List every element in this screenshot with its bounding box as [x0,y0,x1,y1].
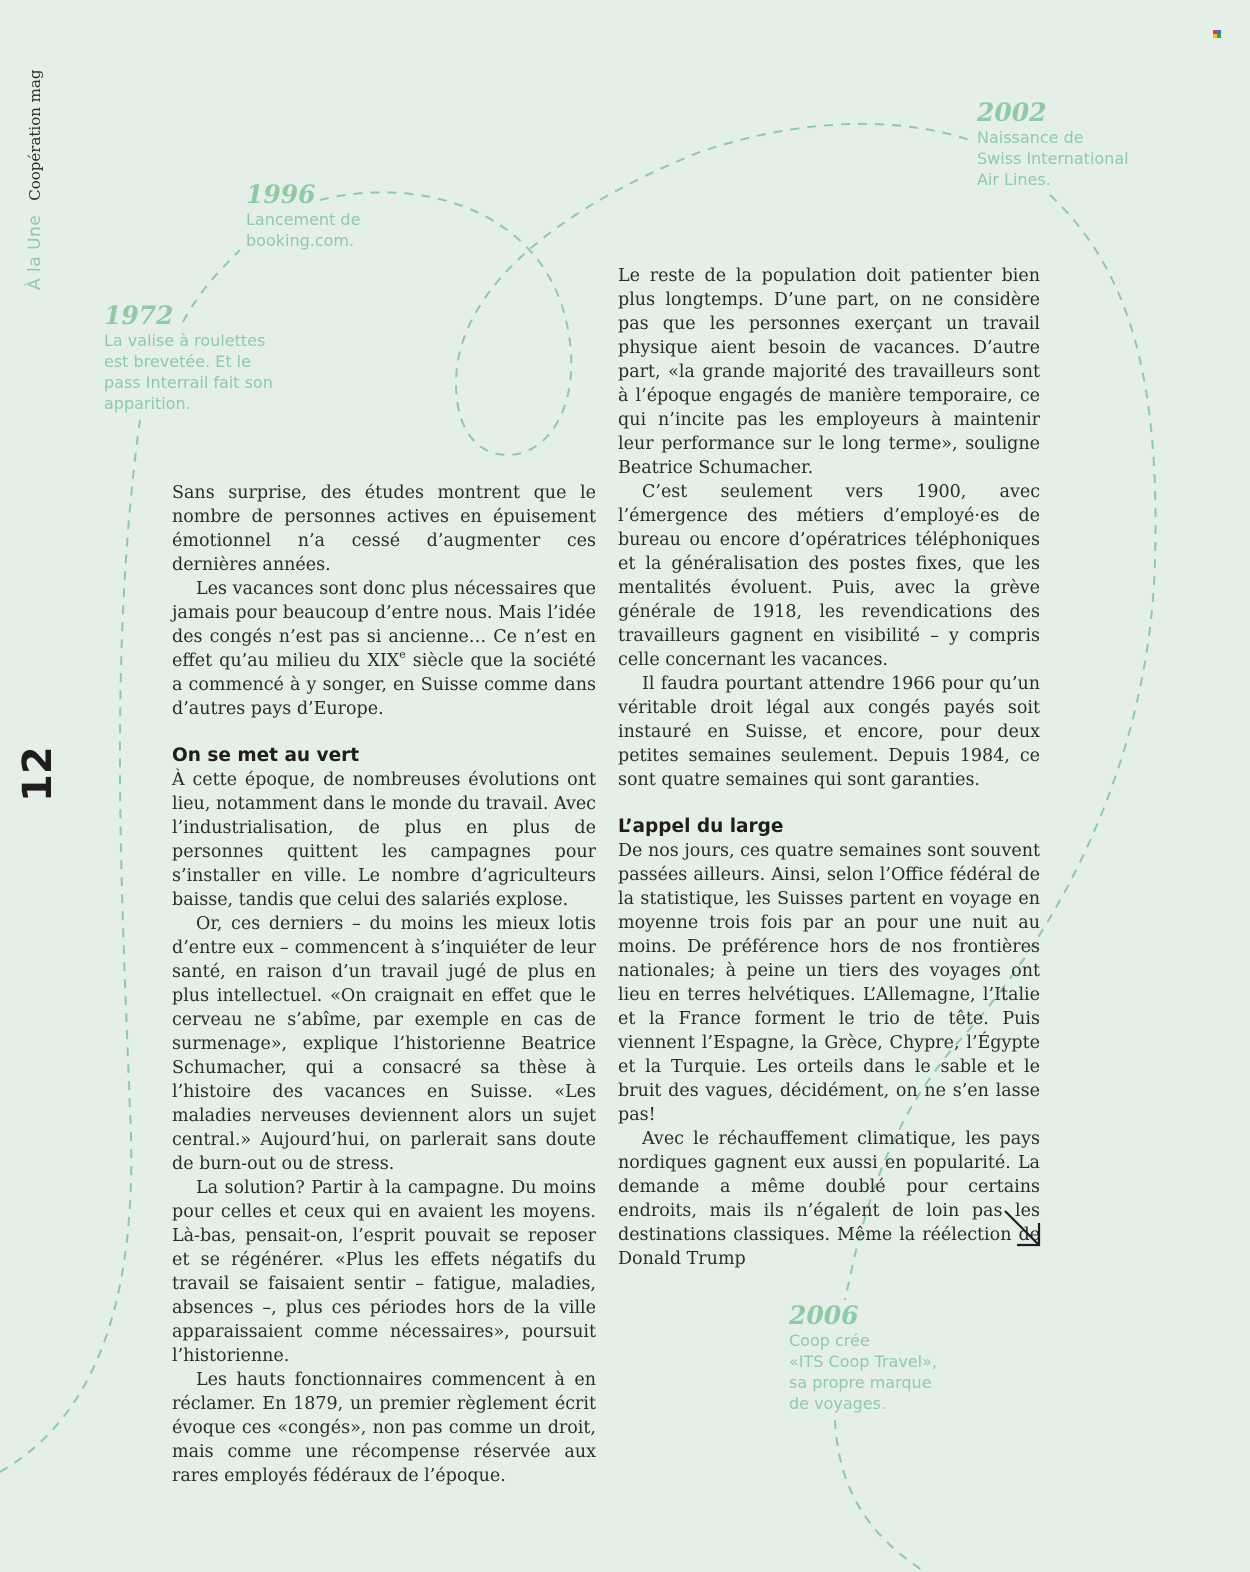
milestone-text: La valise à roulettes est brevetée. Et le pass Interrail fait son apparition. [104,331,273,413]
milestone-text: Coop crée «ITS Coop Travel», sa propre marque de voyages. [789,1331,937,1413]
article-column-left [172,481,596,1488]
article-column-right [618,264,1040,1271]
paragraph: À cette époque, de nombreuses évolutions ont lieu, notamment dans le monde du travail. Avec l’industrialisation, de plus en plus de personnes quittent les campagnes pour s’installer en ville. Le nombre d’agriculteurs baisse, tandis que celui des salariés explose. [172,770,596,910]
milestone-year: 1972 [104,301,174,330]
paragraph-text: Les vacances sont donc plus nécessaires que jamais pour beaucoup d’entre nous. Mais l’idée des congés n’est pas si ancienne… Ce n’est en effet qu’au milieu du XIX [172,579,596,671]
section-heading: On se met au vert [172,745,360,766]
paragraph: C’est seulement vers 1900, avec l’émergence des métiers d’employé·es de bureau ou encore d’opératrices téléphoniques et la généralisation des postes fixes, que les mentalités évoluent. Puis, avec la grève générale de 1918, les revendications des travailleurs gagnent en visibilité – y compris celle concernant les vacances. [618,482,1040,670]
page-number-text: 12 [15,746,61,802]
page-number [15,746,64,806]
paragraph: Avec le réchauffement climatique, les pays nordiques gagnent eux aussi en popularité. La demande a même doublé pour certains endroits, mais ils n’égalent de loin pas les destinations classiques. Même la réélection de Donald Trump [618,1129,1040,1269]
paragraph: Les hauts fonctionnaires commencent à en réclamer. En 1879, un premier règlement écrit évoque ces «congés», non pas comme un droit, mais comme une récompense réservée aux rares employés fédéraux de l’époque. [172,1370,596,1486]
arrow-down-right-icon [1002,1208,1044,1250]
color-registration-icon [1213,30,1222,39]
paragraph: Il faudra pourtant attendre 1966 pour qu’un véritable droit légal aux congés payés soit instauré en Suisse, et encore, pour deux petites semaines seulement. Depuis 1984, ce sont quatre semaines qui sont garanties. [618,674,1040,790]
paragraph: Or, ces derniers – du moins les mieux lotis d’entre eux – commencent à s’inquiéter de leur santé, en raison d’un travail jugé de plus en plus intellectuel. «On craignait en effet que le cerveau ne s’abîme, par exemple en cas de surmenage», explique l’historienne Beatrice Schumacher, qui a consacré sa thèse à l’histoire des vacances en Suisse. «Les maladies nerveuses deviennent alors un sujet central.» Aujourd’hui, on parlerait sans doute de burn-out ou de stress. [172,914,596,1174]
paragraph: Le reste de la population doit patienter bien plus longtemps. D’une part, on ne considère pas que les personnes exerçant un travail physique aient besoin de vacances. D’autre part, «la grande majorité des travailleurs sont à l’époque engagés de manière temporaire, ce qui n’incite pas les employeurs à maintenir leur performance sur le long terme», souligne Beatrice Schumacher. [618,266,1040,478]
milestone-1996 [246,181,426,251]
milestone-text: Naissance de Swiss International Air Lines. [977,128,1129,189]
section-rubric [22,40,52,290]
rubric-label: À la Une [25,214,45,290]
milestone-year: 2006 [789,1301,859,1330]
paragraph-text: siècle que la société a commencé à y songer, en Suisse comme dans d’autres pays d’Europe. [172,651,596,719]
milestone-2006 [789,1302,989,1414]
paragraph: De nos jours, ces quatre semaines sont souvent passées ailleurs. Ainsi, selon l’Office fédéral de la statistique, les Suisses partent en voyage en moyenne trois fois par an pour une nuit au moins. De préférence hors de nos frontières nationales; à peine un tiers des voyages ont lieu en terres helvétiques. L’Allemagne, l’Italie et la France forment le trio de tête. Puis viennent l’Espagne, la Grèce, Chypre, l’Égypte et la Turquie. Les orteils dans le sable et le bruit des vagues, décidément, on ne s’en lasse pas! [618,841,1040,1125]
section-heading: L’appel du large [618,816,784,837]
paragraph [172,577,596,721]
milestone-2002 [977,99,1177,190]
superscript: e [399,648,406,661]
paragraph: Sans surprise, des études montrent que le nombre de personnes actives en épuisement émotionnel n’a cessé d’augmenter ces dernières années. [172,483,596,575]
magazine-name: Coopération mag [26,69,44,201]
milestone-year: 1996 [246,180,316,209]
milestone-1972 [104,302,304,414]
paragraph: La solution? Partir à la campagne. Du moins pour celles et ceux qui en avaient les moyens. Là-bas, pensait-on, l’esprit pouvait se reposer et se régénérer. «Plus les effets négatifs du travail se faisaient sentir – fatigue, maladies, absences –, plus ces périodes hors de la ville apparaissaient comme nécessaires», poursuit l’historienne. [172,1178,596,1366]
milestone-year: 2002 [977,98,1047,127]
milestone-text: Lancement de booking.com. [246,210,361,250]
